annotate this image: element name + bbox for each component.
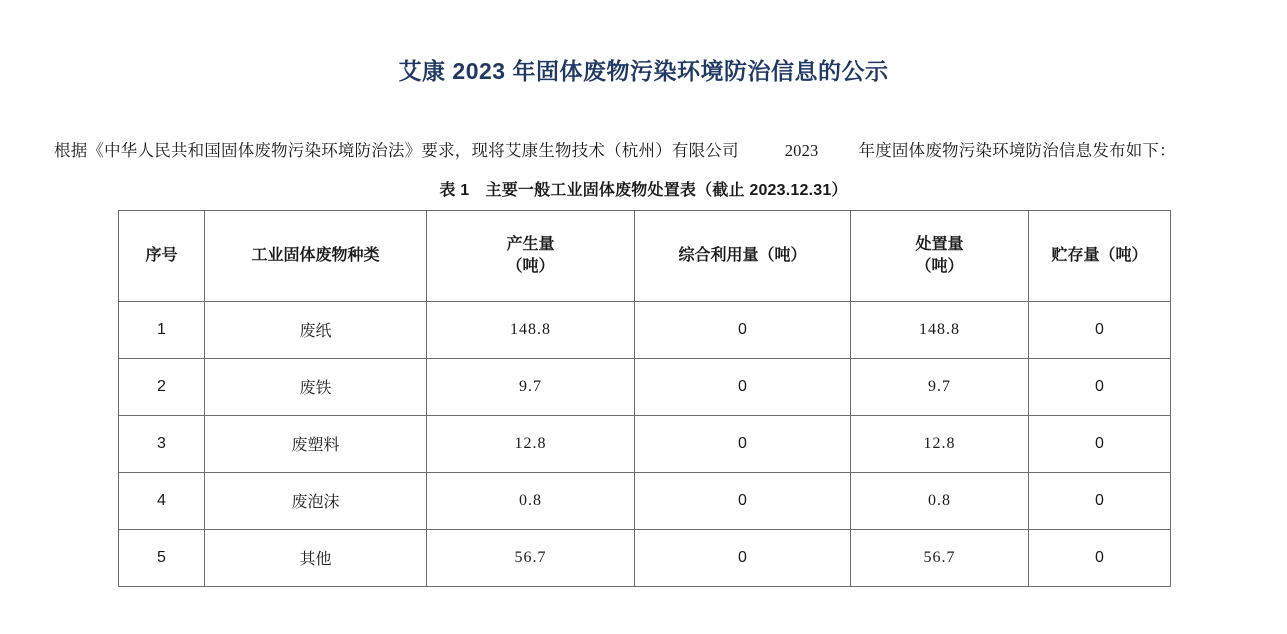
- column-header-disposed-line2: （吨）: [915, 257, 964, 275]
- cell-generated: 0.8: [427, 472, 635, 529]
- table-body: [119, 301, 1171, 586]
- cell-generated: 12.8: [427, 415, 635, 472]
- cell-disposed: 0.8: [851, 472, 1029, 529]
- column-header-generated-line1: 产生量: [506, 236, 555, 254]
- column-header-stored: 贮存量（吨）: [1029, 210, 1171, 301]
- table-row: [119, 415, 1171, 472]
- paragraph-year: 2023: [784, 140, 819, 160]
- cell-disposed: 56.7: [851, 529, 1029, 586]
- table-row: [119, 472, 1171, 529]
- paragraph-lead-text: 根据《中华人民共和国固体废物污染环境防治法》要求，现将艾康生物技术（杭州）有限公司: [54, 140, 739, 160]
- cell-stored: 0: [1029, 358, 1171, 415]
- table-container: [0, 210, 1287, 587]
- cell-waste-type: 其他: [205, 529, 427, 586]
- cell-waste-type: 废纸: [205, 301, 427, 358]
- intro-paragraph: [0, 102, 1287, 167]
- cell-utilized: 0: [635, 358, 851, 415]
- column-header-utilized: 综合利用量（吨）: [635, 210, 851, 301]
- cell-index: 5: [119, 529, 205, 586]
- cell-disposed: 148.8: [851, 301, 1029, 358]
- cell-utilized: 0: [635, 472, 851, 529]
- cell-utilized: 0: [635, 301, 851, 358]
- cell-stored: 0: [1029, 472, 1171, 529]
- page-title: 艾康 2023 年固体废物污染环境防治信息的公示: [398, 58, 889, 85]
- cell-utilized: 0: [635, 415, 851, 472]
- table-row: [119, 529, 1171, 586]
- column-header-disposed-line1: 处置量: [915, 236, 964, 254]
- cell-waste-type: 废泡沫: [205, 472, 427, 529]
- cell-stored: 0: [1029, 529, 1171, 586]
- column-header-generated-line2: （吨）: [506, 257, 555, 275]
- document-page: [0, 15, 1287, 634]
- cell-generated: 148.8: [427, 301, 635, 358]
- table-row: [119, 358, 1171, 415]
- cell-waste-type: 废塑料: [205, 415, 427, 472]
- column-header-disposed: [851, 210, 1029, 301]
- table-row: [119, 301, 1171, 358]
- cell-waste-type: 废铁: [205, 358, 427, 415]
- column-header-generated: [427, 210, 635, 301]
- solid-waste-table: [118, 210, 1171, 587]
- table-header: [119, 210, 1171, 301]
- cell-index: 2: [119, 358, 205, 415]
- table-header-row: [119, 210, 1171, 301]
- cell-stored: 0: [1029, 301, 1171, 358]
- table-caption: 表 1 主要一般工业固体废物处置表（截止 2023.12.31）: [439, 181, 848, 199]
- column-header-waste-type: 工业固体废物种类: [205, 210, 427, 301]
- cell-index: 1: [119, 301, 205, 358]
- cell-utilized: 0: [635, 529, 851, 586]
- column-header-index: 序号: [119, 210, 205, 301]
- cell-index: 3: [119, 415, 205, 472]
- cell-disposed: 9.7: [851, 358, 1029, 415]
- cell-stored: 0: [1029, 415, 1171, 472]
- cell-generated: 9.7: [427, 358, 635, 415]
- cell-disposed: 12.8: [851, 415, 1029, 472]
- paragraph-tail-text: 年度固体废物污染环境防治信息发布如下：: [858, 140, 1176, 160]
- cell-generated: 56.7: [427, 529, 635, 586]
- cell-index: 4: [119, 472, 205, 529]
